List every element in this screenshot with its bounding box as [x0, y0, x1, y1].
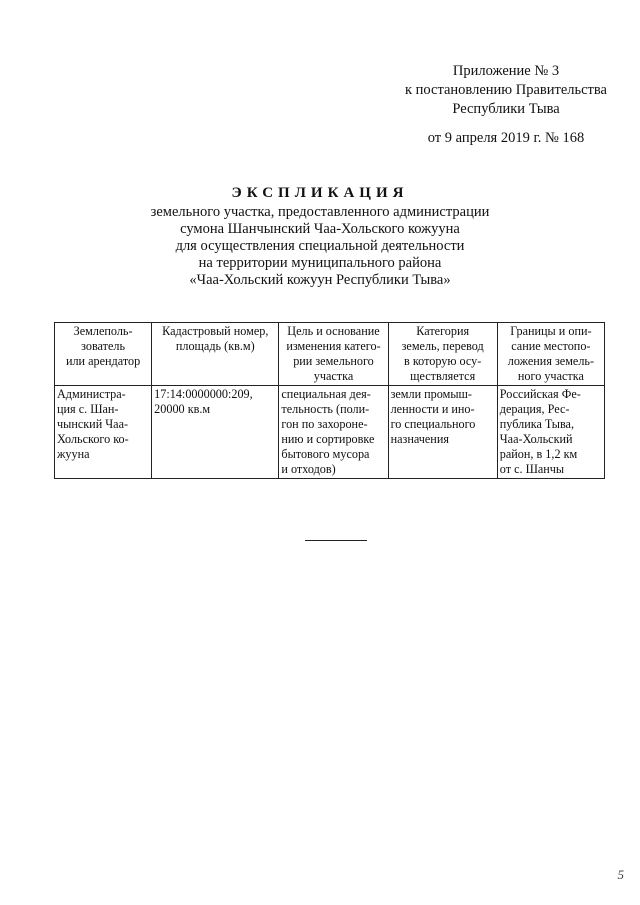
closing-line [305, 540, 367, 541]
cell-line: и отходов) [281, 462, 336, 476]
cell-line: Хольского ко- [57, 432, 129, 446]
cell-line: сание местопо- [511, 339, 591, 353]
page-number-mark: 5 [617, 867, 624, 882]
cell-line: чынский Чаа- [57, 417, 129, 431]
cell-line: го специального [390, 417, 476, 431]
cell-line: изменения катего- [286, 339, 381, 353]
subtitle-line-4: на территории муниципального района [198, 255, 442, 271]
subtitle-line-3: для осуществления специальной деятельности [175, 238, 465, 254]
cell-category [388, 386, 497, 479]
cell-line: гон по захоронe- [281, 417, 368, 431]
cell-line: в которую осу- [404, 354, 482, 368]
appendix-line-1: Приложение № 3 [452, 63, 560, 79]
cell-line: нию и сортировке [281, 432, 375, 446]
cell-line: Кадастровый номер, [162, 324, 269, 338]
cell-line: Чаа-Хольский [499, 432, 573, 446]
cell-line: Российская Фе- [499, 387, 581, 401]
cell-line: от с. Шанчы [499, 462, 565, 476]
cell-line: ложения земель- [507, 354, 595, 368]
cell-line: назначения [390, 432, 449, 446]
subtitle-line-1: земельного участка, предоставленного администрации [150, 204, 490, 220]
cell-line: 20000 кв.м [154, 402, 211, 416]
cell-line: район, в 1,2 км [499, 447, 578, 461]
cell-line: ленности и ино- [390, 402, 475, 416]
cell-line: специальная дея- [281, 387, 371, 401]
cell-line: Цель и основание [287, 324, 380, 338]
cell-line: ществляется [410, 369, 476, 383]
cell-line: рии земельного [293, 354, 374, 368]
cell-line: ного участка [517, 369, 584, 383]
cell-line: Границы и опи- [510, 324, 592, 338]
cell-line: зователь [81, 339, 126, 353]
appendix-date: от 9 апреля 2019 г. № 168 [427, 130, 585, 146]
cell-line: Землеполь- [73, 324, 133, 338]
cell-purpose [279, 386, 388, 479]
subtitle-line-5: «Чаа-Хольский кожуун Республики Тыва» [189, 272, 451, 288]
appendix-block [405, 62, 607, 148]
cell-line: земель, перевод [401, 339, 484, 353]
appendix-line-2: к постановлению Правительства [405, 82, 607, 98]
cell-line: тельность (поли- [281, 402, 370, 416]
cell-line: бытового мусора [281, 447, 370, 461]
table-header-row [55, 323, 605, 386]
cell-line: публика Тыва, [499, 417, 574, 431]
header-cell-category [388, 323, 497, 386]
cell-line: площадь (кв.м) [175, 339, 255, 353]
cell-line: ция с. Шан- [57, 402, 119, 416]
cell-line: земли промыш- [390, 387, 472, 401]
subtitle-line-2: сумона Шанчынский Чаа-Хольского кожууна [180, 221, 460, 237]
cell-line: 17:14:0000000:209, [154, 387, 253, 401]
cell-boundaries [497, 386, 604, 479]
header-cell-user [55, 323, 152, 386]
explication-table [54, 322, 605, 479]
header-cell-boundaries [497, 323, 604, 386]
cell-line: Администра- [57, 387, 126, 401]
document-title: ЭКСПЛИКАЦИЯ [231, 185, 409, 201]
cell-line: жууна [57, 447, 90, 461]
table-row [55, 386, 605, 479]
cell-user [55, 386, 152, 479]
title-block [0, 185, 640, 289]
appendix-line-3: Республики Тыва [452, 101, 560, 117]
cell-line: участка [313, 369, 354, 383]
header-cell-cadastral [152, 323, 279, 386]
header-cell-purpose [279, 323, 388, 386]
cell-cadastral [152, 386, 279, 479]
cell-line: или арендатор [65, 354, 141, 368]
cell-line: дерация, Рес- [499, 402, 570, 416]
cell-line: Категория [416, 324, 470, 338]
